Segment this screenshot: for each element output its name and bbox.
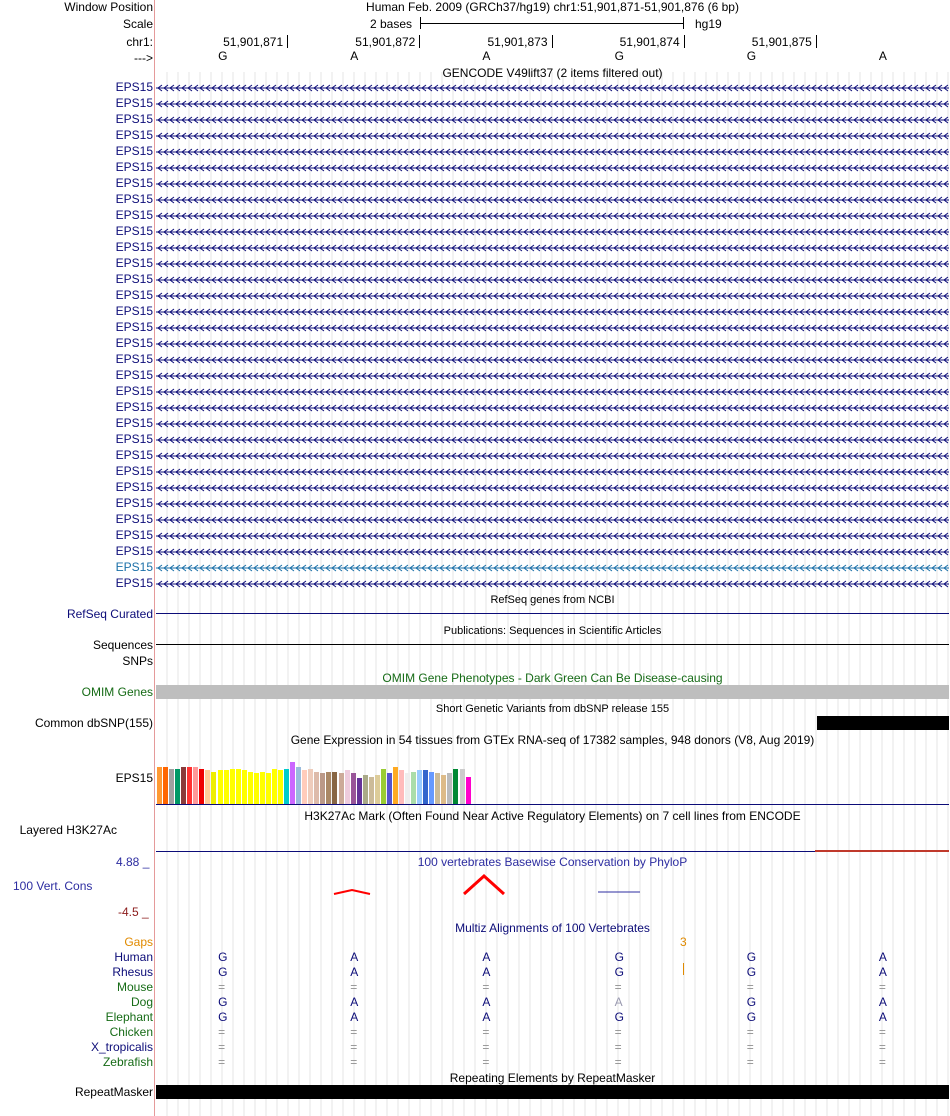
gtex-tissue-bar[interactable] [345, 770, 350, 804]
multiz-base: = [218, 1055, 226, 1069]
gencode-transcript-line[interactable] [156, 371, 949, 381]
gencode-transcript-line[interactable] [156, 83, 949, 93]
gencode-transcript-label[interactable]: EPS15 [115, 544, 153, 558]
gtex-tissue-bar[interactable] [302, 770, 307, 804]
gencode-transcript-line[interactable] [156, 419, 949, 429]
multiz-base: G [218, 950, 228, 964]
scale-text: 2 bases [370, 17, 413, 31]
gtex-title: Gene Expression in 54 tissues from GTEx RNA-seq of 17382 samples, 948 donors (V8, Aug 2019) [290, 733, 815, 747]
multiz-species-label[interactable]: X_tropicalis [90, 1040, 153, 1054]
gencode-transcript-line[interactable] [156, 243, 949, 253]
base-letter: A [350, 49, 359, 63]
gencode-transcript-line[interactable] [156, 179, 949, 189]
gencode-transcript-label[interactable]: EPS15 [115, 288, 153, 302]
refseq-line[interactable] [156, 613, 949, 614]
gencode-transcript-line[interactable] [156, 387, 949, 397]
gtex-tissue-bar[interactable] [157, 767, 162, 804]
gtex-bar-chart[interactable] [156, 746, 949, 804]
publications-label-snps[interactable]: SNPs [122, 654, 153, 668]
scale-assembly: hg19 [695, 17, 722, 31]
multiz-gaps-value: 3 [680, 935, 687, 949]
position-tick [816, 35, 817, 48]
multiz-base: G [746, 950, 757, 964]
gtex-tissue-bar[interactable] [326, 772, 331, 804]
multiz-base: G [614, 1010, 624, 1024]
multiz-base: A [482, 995, 491, 1009]
h3k27ac-title: H3K27Ac Mark (Often Found Near Active Regulatory Elements) on 7 cell lines from ENCODE [304, 809, 801, 823]
gencode-transcript-line[interactable] [156, 99, 949, 109]
position-tick [684, 35, 685, 48]
multiz-base: = [614, 1025, 622, 1039]
gtex-tissue-bar[interactable] [447, 773, 452, 804]
gtex-tissue-bar[interactable] [248, 772, 253, 804]
gtex-tissue-bar[interactable] [320, 773, 325, 804]
publications-line[interactable] [156, 644, 949, 645]
multiz-base: = [350, 1025, 358, 1039]
gencode-transcript-line[interactable] [156, 579, 949, 589]
gencode-transcript-label[interactable]: EPS15 [115, 192, 153, 206]
gtex-tissue-bar[interactable] [205, 770, 210, 804]
gencode-transcript-line[interactable] [156, 355, 949, 365]
gencode-transcript-line[interactable] [156, 147, 949, 157]
multiz-base: A [878, 950, 887, 964]
gtex-tissue-bar[interactable] [242, 770, 247, 804]
gencode-transcript-label[interactable]: EPS15 [115, 384, 153, 398]
gtex-tissue-bar[interactable] [411, 772, 416, 804]
chrom-label: chr1: [126, 35, 153, 49]
multiz-base: A [350, 965, 359, 979]
multiz-base: = [614, 1040, 622, 1054]
gencode-transcript-label[interactable]: EPS15 [115, 336, 153, 350]
gtex-tissue-bar[interactable] [236, 769, 241, 804]
multiz-base: G [614, 950, 624, 964]
gencode-transcript-label[interactable]: EPS15 [115, 208, 153, 222]
multiz-base: A [482, 950, 491, 964]
multiz-base: = [746, 980, 754, 994]
gtex-tissue-bar[interactable] [466, 777, 471, 804]
gencode-transcript-line[interactable] [156, 275, 949, 285]
gtex-tissue-bar[interactable] [169, 769, 174, 804]
gencode-transcript-label[interactable]: EPS15 [115, 496, 153, 510]
multiz-base: = [350, 1040, 358, 1054]
multiz-base: G [746, 1010, 757, 1024]
conservation-peak-1 [334, 890, 370, 894]
gtex-tissue-bar[interactable] [393, 767, 398, 804]
conservation-peak-2 [464, 876, 504, 894]
base-letter: G [218, 49, 228, 63]
publications-title: Publications: Sequences in Scientific Articles [443, 625, 662, 637]
multiz-species-label[interactable]: Elephant [105, 1010, 153, 1024]
gencode-transcript-label[interactable]: EPS15 [115, 272, 153, 286]
multiz-base: A [878, 995, 887, 1009]
gencode-transcript-label[interactable]: EPS15 [115, 560, 153, 574]
gtex-tissue-bar[interactable] [381, 769, 386, 804]
gtex-tissue-bar[interactable] [453, 769, 458, 804]
gtex-tissue-bar[interactable] [460, 769, 465, 804]
h3k27ac-signal [815, 850, 949, 852]
gencode-transcript-label[interactable]: EPS15 [115, 528, 153, 542]
gencode-title: GENCODE V49lift37 (2 items filtered out) [442, 66, 663, 80]
gencode-transcript-line[interactable] [156, 291, 949, 301]
gencode-transcript-line[interactable] [156, 323, 949, 333]
repeatmasker-title: Repeating Elements by RepeatMasker [449, 1071, 656, 1085]
gencode-transcript-label[interactable]: EPS15 [115, 512, 153, 526]
multiz-base: A [350, 995, 359, 1009]
gtex-tissue-bar[interactable] [290, 762, 295, 804]
multiz-insertion-mark [683, 963, 684, 975]
gtex-tissue-bar[interactable] [399, 770, 404, 804]
multiz-species-label[interactable]: Mouse [116, 980, 153, 994]
gencode-transcript-label[interactable]: EPS15 [115, 464, 153, 478]
window-position-text: Human Feb. 2009 (GRCh37/hg19) chr1:51,901,871-51,901,876 (6 bp) [366, 0, 739, 14]
conservation-title: 100 vertebrates Basewise Conservation by PhyloP [417, 855, 688, 869]
gtex-tissue-bar[interactable] [369, 777, 374, 804]
multiz-base: = [878, 1040, 886, 1054]
multiz-base: = [878, 1055, 886, 1069]
multiz-base: = [614, 980, 622, 994]
multiz-base: = [878, 1025, 886, 1039]
gtex-tissue-bar[interactable] [296, 767, 301, 804]
label-separator [154, 0, 155, 1116]
multiz-base: G [218, 995, 228, 1009]
gencode-transcript-label[interactable]: EPS15 [115, 368, 153, 382]
multiz-base: = [878, 980, 886, 994]
publications-label-sequences[interactable]: Sequences [92, 638, 153, 652]
gencode-transcript-line[interactable] [156, 211, 949, 221]
multiz-base: = [218, 1040, 226, 1054]
gencode-transcript-line[interactable] [156, 451, 949, 461]
scale-bar [420, 17, 684, 29]
gencode-transcript-line[interactable] [156, 307, 949, 317]
gtex-tissue-bar[interactable] [429, 772, 434, 804]
dbsnp-feature[interactable] [817, 716, 949, 730]
conservation-ymin: -4.5 _ [118, 905, 149, 919]
gtex-tissue-bar[interactable] [163, 767, 168, 804]
multiz-base: = [746, 1055, 754, 1069]
gtex-tissue-bar[interactable] [314, 772, 319, 804]
repeatmasker-label[interactable]: RepeatMasker [74, 1085, 153, 1099]
multiz-base: G [746, 995, 757, 1009]
gtex-tissue-bar[interactable] [199, 769, 204, 804]
gencode-transcript-label[interactable]: EPS15 [115, 416, 153, 430]
gencode-transcript-label[interactable]: EPS15 [115, 432, 153, 446]
gencode-transcript-line[interactable] [156, 435, 949, 445]
gencode-transcript-label[interactable]: EPS15 [115, 240, 153, 254]
gencode-transcript-label[interactable]: EPS15 [115, 448, 153, 462]
gencode-transcript-label[interactable]: EPS15 [115, 96, 153, 110]
gtex-tissue-bar[interactable] [339, 773, 344, 804]
gencode-transcript-label[interactable]: EPS15 [115, 176, 153, 190]
gtex-tissue-bar[interactable] [254, 773, 259, 804]
gencode-transcript-line[interactable] [156, 563, 949, 573]
h3k27ac-label[interactable]: Layered H3K27Ac [19, 823, 117, 837]
gtex-tissue-bar[interactable] [363, 775, 368, 804]
gencode-transcript-label[interactable]: EPS15 [115, 112, 153, 126]
gencode-transcript-label[interactable]: EPS15 [115, 144, 153, 158]
multiz-base: = [482, 1055, 490, 1069]
multiz-title: Multiz Alignments of 100 Vertebrates [455, 921, 650, 935]
multiz-base: A [878, 1010, 887, 1024]
gencode-transcript-line[interactable] [156, 163, 949, 173]
gtex-tissue-bar[interactable] [181, 767, 186, 804]
gtex-tissue-bar[interactable] [417, 770, 422, 804]
gencode-transcript-line[interactable] [156, 227, 949, 237]
multiz-base: G [614, 965, 624, 979]
multiz-base: = [350, 980, 358, 994]
gencode-transcript-label[interactable]: EPS15 [115, 160, 153, 174]
conservation-plot[interactable] [156, 870, 949, 910]
base-letter: G [746, 49, 757, 63]
position-label: 51,901,874 [619, 35, 680, 49]
multiz-base: = [746, 1040, 754, 1054]
multiz-base: = [482, 980, 490, 994]
position-label: 51,901,873 [487, 35, 548, 49]
multiz-base: G [746, 965, 757, 979]
gencode-transcript-line[interactable] [156, 467, 949, 477]
gencode-transcript-label[interactable]: EPS15 [115, 224, 153, 238]
window-position-label: Window Position [64, 0, 153, 14]
gencode-transcript-line[interactable] [156, 499, 949, 509]
multiz-base: = [218, 980, 226, 994]
gencode-transcript-line[interactable] [156, 547, 949, 557]
multiz-base: = [482, 1025, 490, 1039]
position-tick [552, 35, 553, 48]
multiz-species-label[interactable]: Dog [130, 995, 153, 1009]
gencode-transcript-label[interactable]: EPS15 [115, 304, 153, 318]
gtex-tissue-bar[interactable] [405, 773, 410, 804]
gencode-transcript-line[interactable] [156, 339, 949, 349]
gtex-tissue-bar[interactable] [284, 769, 289, 804]
gtex-tissue-bar[interactable] [423, 770, 428, 804]
gencode-transcript-line[interactable] [156, 403, 949, 413]
multiz-base: = [482, 1040, 490, 1054]
gtex-tissue-bar[interactable] [211, 772, 216, 804]
multiz-base: G [218, 1010, 228, 1024]
conservation-label[interactable]: 100 Vert. Cons [13, 879, 93, 893]
gtex-tissue-bar[interactable] [230, 769, 235, 804]
multiz-species-label[interactable]: Zebrafish [102, 1055, 153, 1069]
multiz-base: = [218, 1025, 226, 1039]
position-tick [419, 35, 420, 48]
gencode-transcript-label[interactable]: EPS15 [115, 400, 153, 414]
gtex-tissue-bar[interactable] [435, 773, 440, 804]
gencode-transcript-label[interactable]: EPS15 [115, 128, 153, 142]
gtex-tissue-bar[interactable] [375, 775, 380, 804]
gencode-transcript-label[interactable]: EPS15 [115, 320, 153, 334]
gtex-tissue-bar[interactable] [308, 769, 313, 804]
repeatmasker-feature[interactable] [156, 1085, 949, 1099]
dbsnp-title: Short Genetic Variants from dbSNP release 155 [435, 703, 670, 715]
multiz-base: A [878, 965, 887, 979]
multiz-base: = [350, 1055, 358, 1069]
base-letter: A [482, 49, 491, 63]
gencode-transcript-line[interactable] [156, 131, 949, 141]
multiz-species-label[interactable]: Rhesus [112, 965, 153, 979]
gtex-tissue-bar[interactable] [266, 773, 271, 804]
gencode-transcript-line[interactable] [156, 195, 949, 205]
gencode-transcript-line[interactable] [156, 531, 949, 541]
multiz-species-label[interactable]: Chicken [109, 1025, 153, 1039]
multiz-base: A [350, 950, 359, 964]
gencode-transcript-line[interactable] [156, 515, 949, 525]
gencode-transcript-label[interactable]: EPS15 [115, 576, 153, 590]
multiz-base: A [614, 995, 623, 1009]
multiz-base: = [614, 1055, 622, 1069]
gtex-tissue-bar[interactable] [441, 775, 446, 804]
gencode-transcript-label[interactable]: EPS15 [115, 480, 153, 494]
gtex-tissue-bar[interactable] [260, 772, 265, 804]
gencode-transcript-label[interactable]: EPS15 [115, 256, 153, 270]
multiz-base: A [482, 965, 491, 979]
omim-title: OMIM Gene Phenotypes - Dark Green Can Be Disease-causing [382, 671, 723, 685]
base-letter: A [878, 49, 887, 63]
gtex-tissue-bar[interactable] [272, 769, 277, 804]
gtex-tissue-bar[interactable] [218, 770, 223, 804]
refseq-label[interactable]: RefSeq Curated [66, 607, 153, 621]
gtex-tissue-bar[interactable] [175, 769, 180, 804]
position-label: 51,901,875 [751, 35, 812, 49]
omim-feature[interactable] [156, 685, 949, 699]
gtex-tissue-bar[interactable] [278, 770, 283, 804]
gtex-tissue-bar[interactable] [387, 773, 392, 804]
strand-label: ---> [134, 51, 153, 65]
gtex-tissue-bar[interactable] [224, 770, 229, 804]
gtex-tissue-bar[interactable] [351, 773, 356, 804]
multiz-species-label[interactable]: Human [114, 950, 153, 964]
multiz-base: A [350, 1010, 359, 1024]
position-tick [287, 35, 288, 48]
scale-label: Scale [122, 17, 153, 31]
omim-label[interactable]: OMIM Genes [81, 685, 153, 699]
gtex-tissue-bar[interactable] [357, 778, 362, 804]
gencode-transcript-label[interactable]: EPS15 [115, 352, 153, 366]
gtex-label[interactable]: EPS15 [115, 771, 153, 785]
gtex-baseline [156, 804, 949, 805]
refseq-title: RefSeq genes from NCBI [490, 594, 615, 606]
position-label: 51,901,872 [355, 35, 416, 49]
dbsnp-label[interactable]: Common dbSNP(155) [34, 716, 153, 730]
conservation-ymax: 4.88 _ [116, 855, 150, 869]
multiz-base: = [746, 1025, 754, 1039]
multiz-base: A [482, 1010, 491, 1024]
gtex-tissue-bar[interactable] [187, 767, 192, 804]
gtex-tissue-bar[interactable] [332, 772, 337, 804]
gencode-transcript-line[interactable] [156, 259, 949, 269]
gencode-transcript-line[interactable] [156, 115, 949, 125]
gencode-transcript-label[interactable]: EPS15 [115, 80, 153, 94]
multiz-base: G [218, 965, 228, 979]
base-letter: G [614, 49, 624, 63]
gencode-transcript-line[interactable] [156, 483, 949, 493]
position-label: 51,901,871 [223, 35, 284, 49]
gtex-tissue-bar[interactable] [193, 767, 198, 804]
multiz-gaps-label: Gaps [124, 935, 153, 949]
